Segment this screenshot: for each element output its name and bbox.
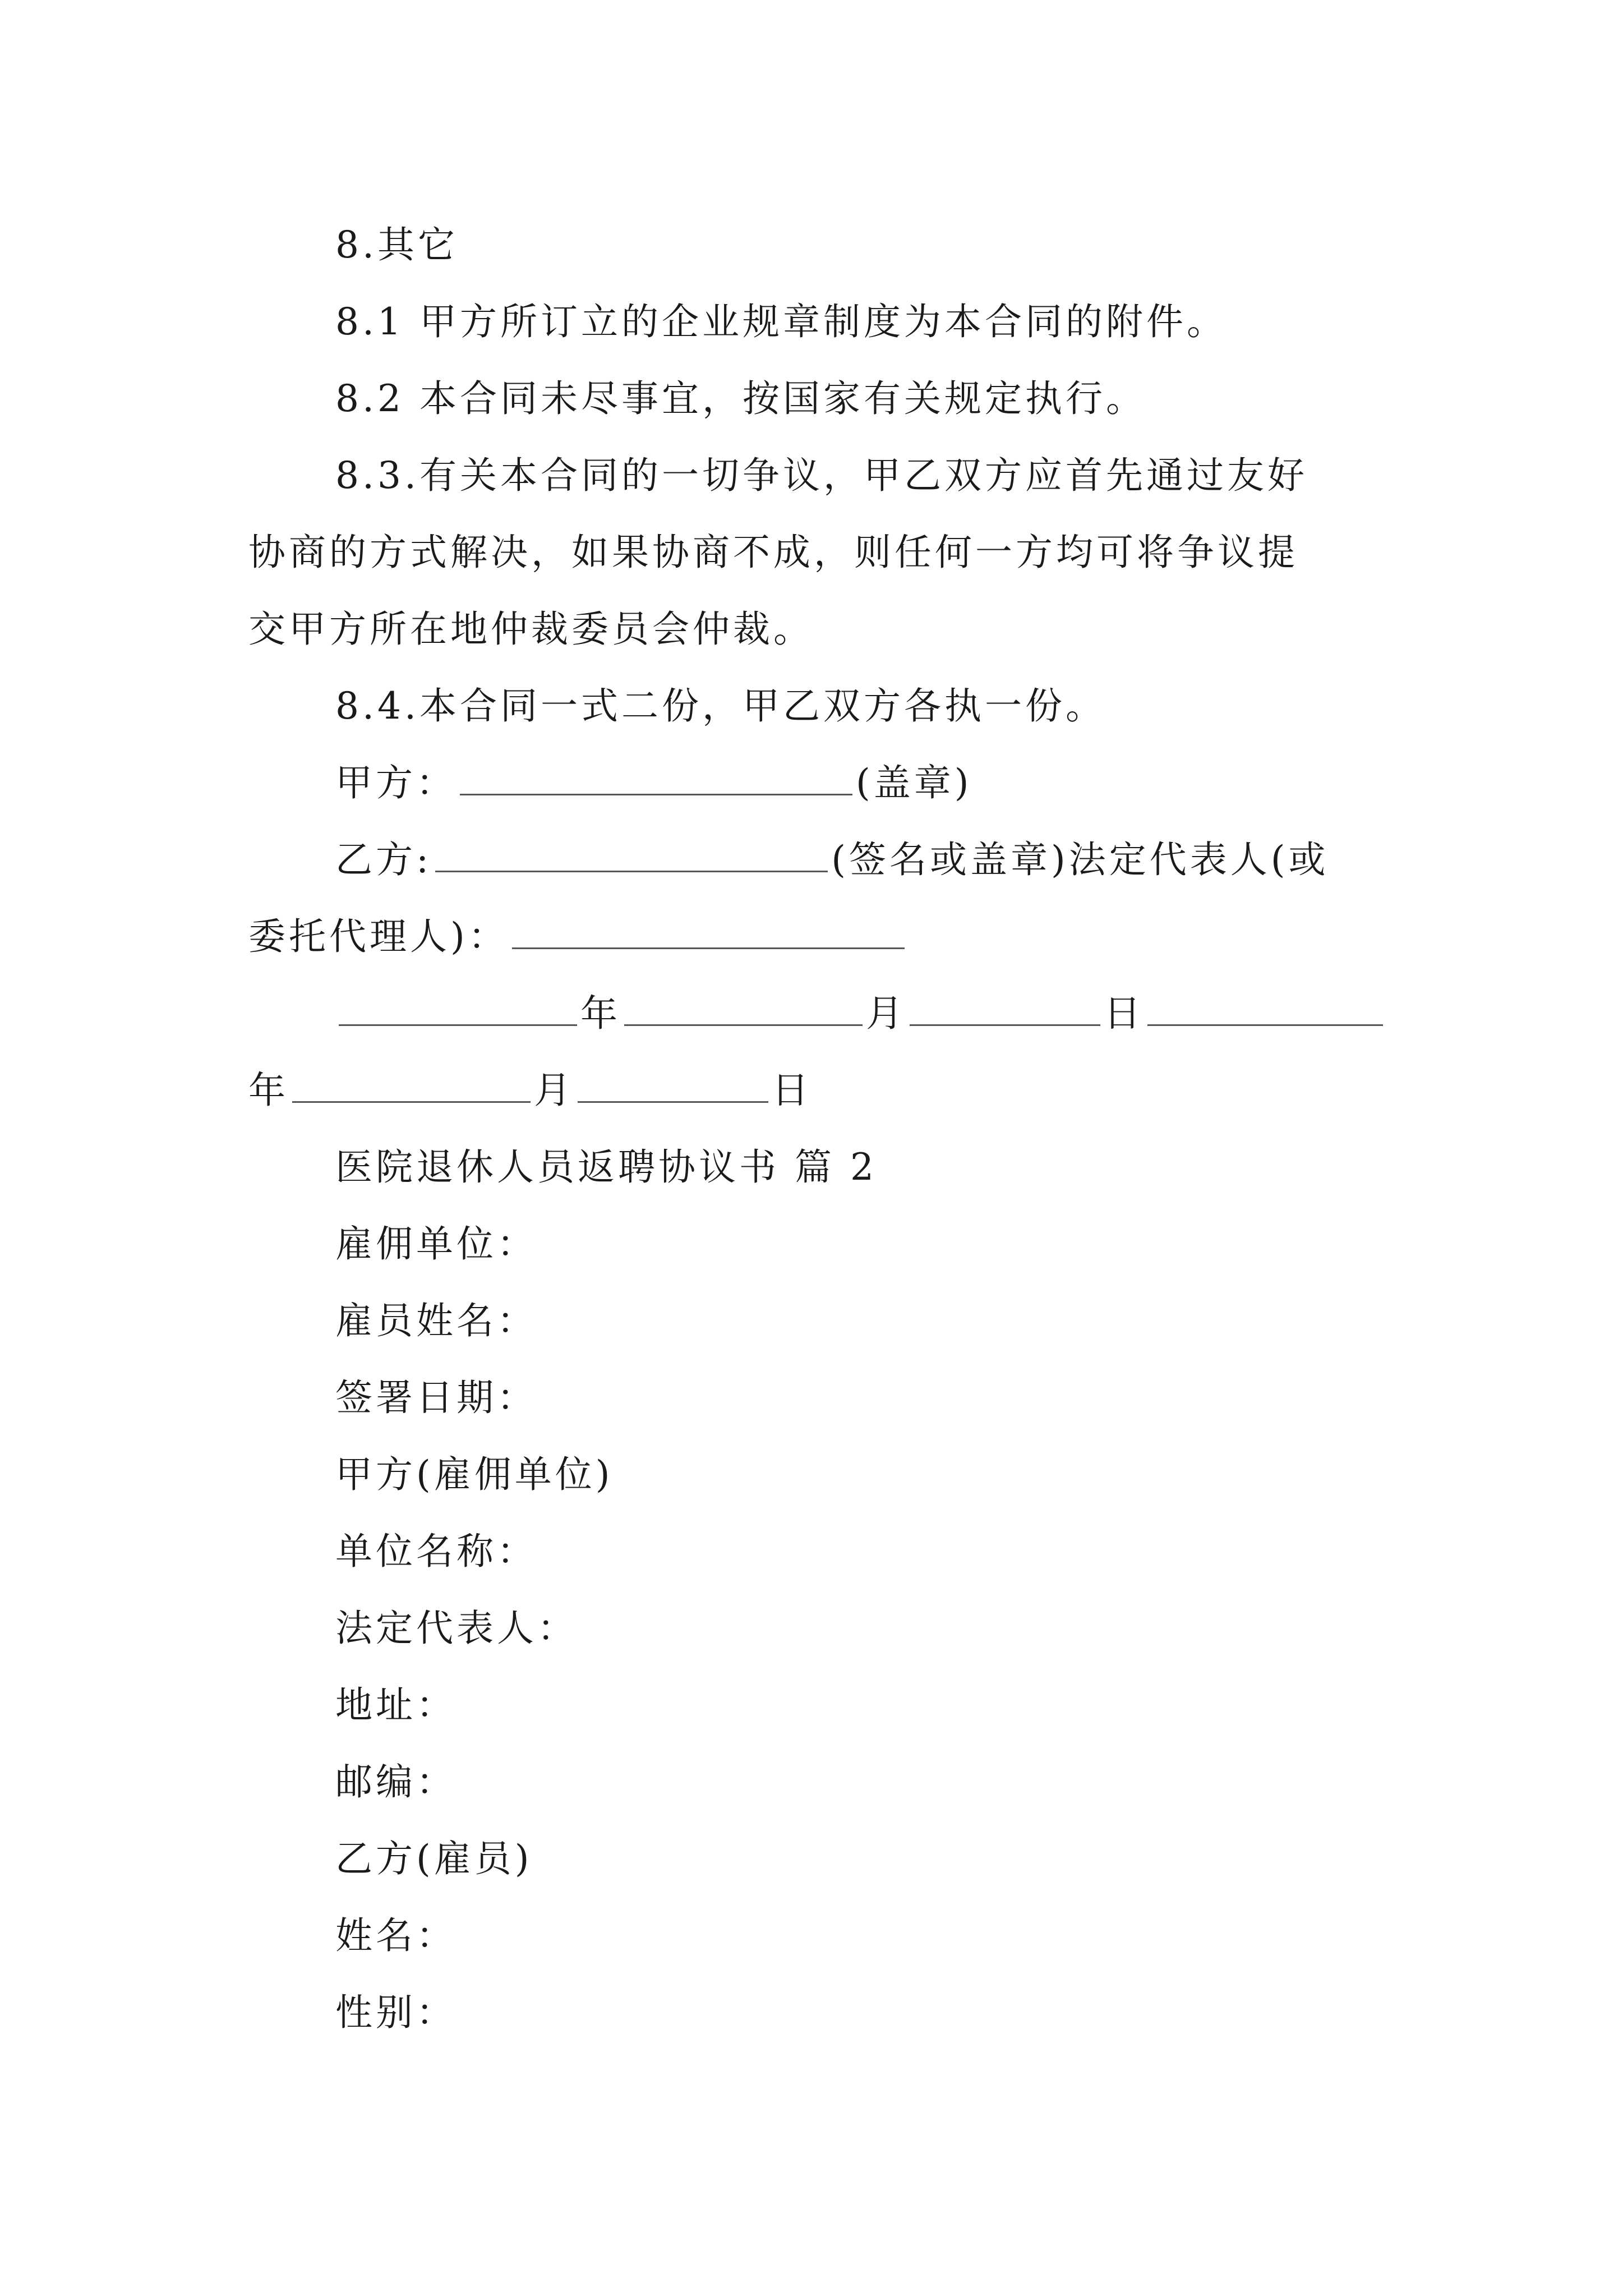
day-label: 日 xyxy=(1104,992,1144,1035)
party-b-label: 乙方: xyxy=(335,838,432,881)
name-field: 姓名： xyxy=(335,1914,457,1957)
date-2-day-blank[interactable] xyxy=(578,1066,768,1103)
clause-8-3-line3: 交甲方所在地仲裁委员会仲裁。 xyxy=(248,608,814,651)
employee-name-field: 雇员姓名： xyxy=(335,1299,537,1342)
party-a-seal-note: (盖章) xyxy=(856,761,972,804)
date-line-1 xyxy=(248,975,1384,1052)
clause-8-3-line2: 协商的方式解决，如果协商不成，则任何一方均可将争议提 xyxy=(248,531,1298,574)
year-label: 年 xyxy=(248,1069,289,1112)
clause-8-4: 8.4.本合同一式二份，甲乙双方各执一份。 xyxy=(335,684,1106,728)
year-label: 年 xyxy=(580,992,621,1035)
agent-sign-blank[interactable] xyxy=(512,913,905,949)
date-line-2 xyxy=(248,1052,1384,1129)
agent-label: 委托代理人)： xyxy=(248,915,509,958)
date-1-month-blank[interactable] xyxy=(624,990,863,1026)
agent-signature-line xyxy=(248,898,1384,975)
address-field: 地址： xyxy=(335,1683,457,1727)
date-1-year-blank[interactable] xyxy=(339,990,577,1026)
month-label: 月 xyxy=(534,1069,574,1112)
gender-field: 性别： xyxy=(335,1991,457,2034)
clause-8-2: 8.2 本合同未尽事宜，按国家有关规定执行。 xyxy=(335,377,1146,420)
postcode-field: 邮编： xyxy=(335,1760,457,1803)
date-1-day-blank[interactable] xyxy=(910,990,1100,1026)
section-8-heading: 8.其它 xyxy=(335,223,458,266)
unit-name-field: 单位名称： xyxy=(335,1530,537,1573)
party-b-employee-heading: 乙方(雇员) xyxy=(335,1837,533,1880)
clause-8-1: 8.1 甲方所订立的企业规章制度为本合同的附件。 xyxy=(335,300,1227,343)
clause-8-3-line1: 8.3.有关本合同的一切争议，甲乙双方应首先通过友好 xyxy=(335,454,1308,497)
date-2-year-blank[interactable] xyxy=(1147,990,1383,1026)
party-a-label: 甲方： xyxy=(335,761,457,804)
section-2-title: 医院退休人员返聘协议书 篇 2 xyxy=(335,1145,877,1189)
party-a-employer-heading: 甲方(雇佣单位) xyxy=(335,1453,614,1496)
day-label: 日 xyxy=(772,1069,812,1112)
party-b-signature-line xyxy=(248,821,1384,898)
party-b-sign-blank[interactable] xyxy=(435,836,828,872)
month-label: 月 xyxy=(866,992,906,1035)
legal-rep-field: 法定代表人： xyxy=(335,1607,578,1650)
date-2-month-blank[interactable] xyxy=(292,1066,531,1103)
employer-unit-field: 雇佣单位： xyxy=(335,1222,537,1266)
sign-date-field: 签署日期： xyxy=(335,1376,537,1419)
party-b-suffix: (签名或盖章)法定代表人(或 xyxy=(831,838,1329,881)
document-body xyxy=(248,206,1384,2051)
party-a-signature-line xyxy=(248,744,1384,821)
party-a-seal-blank[interactable] xyxy=(460,759,852,795)
